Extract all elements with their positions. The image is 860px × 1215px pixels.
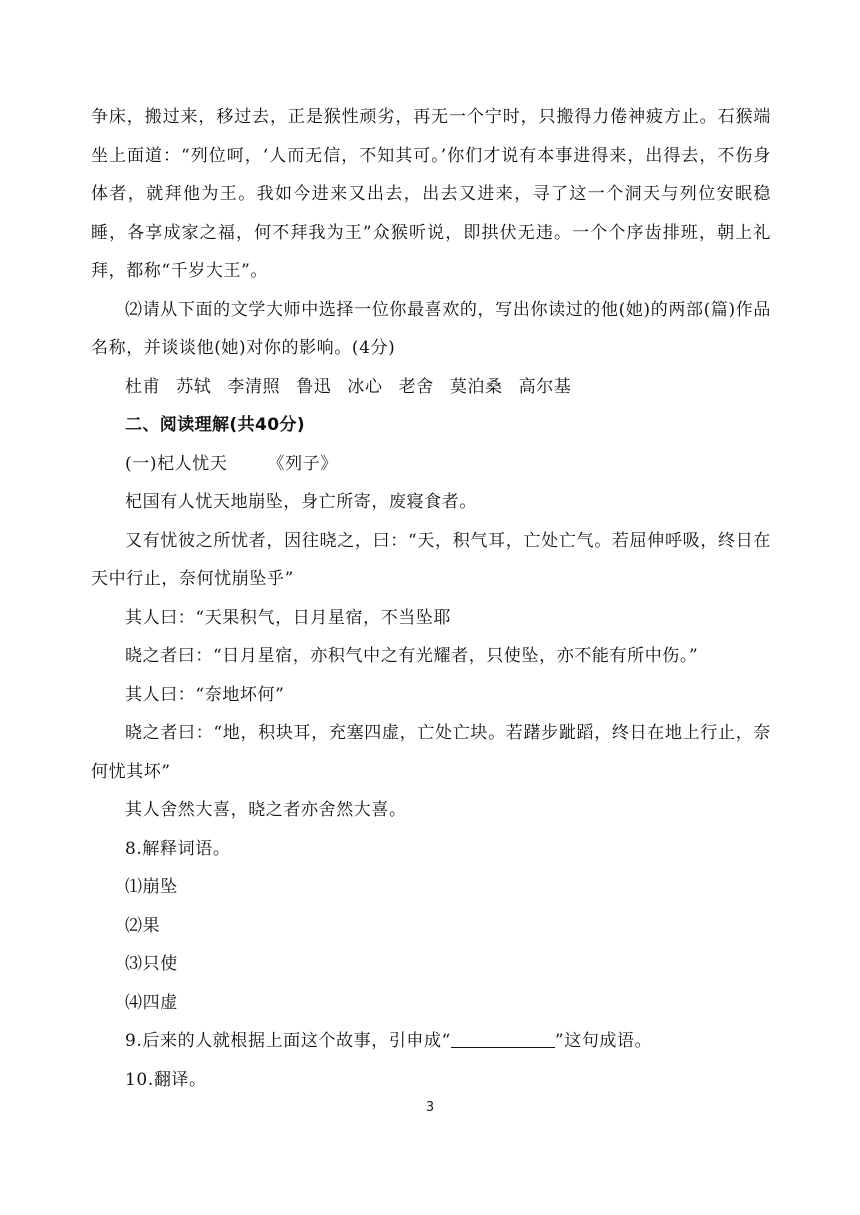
question-9-text-end: ”这句成语。 bbox=[554, 1031, 653, 1051]
page-number: 3 bbox=[425, 1100, 435, 1115]
passage-sentence: 晓之者曰：“地，积块耳，充塞四虚，亡处亡块。若躇步跐蹈，终日在地上行止，奈何忧其坏” bbox=[91, 723, 771, 782]
section-heading: 二、阅读理解(共40分) bbox=[125, 415, 305, 435]
author-name: 李清照 bbox=[227, 376, 281, 397]
question-9-text: 9.后来的人就根据上面这个故事，引申成“ bbox=[125, 1031, 451, 1051]
answer-blank[interactable] bbox=[451, 1029, 555, 1048]
author-name: 冰心 bbox=[347, 376, 383, 397]
question-8: 8.解释词语。 bbox=[125, 838, 231, 859]
passage-sentence: 又有忧彼之所忧者，因往晓之，曰：“天，积气耳，亡处亡气。若屈伸呼吸，终日在天中行止，奈何忧崩坠乎” bbox=[91, 530, 771, 589]
question-8-item: ⑵果 bbox=[125, 915, 161, 936]
passage-sentence: 其人曰：“奈地坏何” bbox=[125, 684, 285, 705]
passage-sentence: 其人舍然大喜，晓之者亦舍然大喜。 bbox=[125, 800, 407, 820]
question-8-item: ⑷四虚 bbox=[125, 992, 178, 1013]
passage-sentence: 杞国有人忧天地崩坠，身亡所寄，废寝食者。 bbox=[125, 492, 477, 512]
question-2: ⑵请从下面的文学大师中选择一位你最喜欢的，写出你读过的他(她)的两部(篇)作品名称，并谈谈他(她)对你的影响。(4分) bbox=[91, 299, 771, 358]
author-list bbox=[91, 368, 771, 407]
passage-title-line bbox=[91, 445, 771, 484]
author-name: 苏轼 bbox=[176, 376, 212, 397]
author-name: 莫泊桑 bbox=[449, 376, 503, 397]
question-10: 10.翻译。 bbox=[125, 1069, 207, 1090]
question-8-item: ⑴崩坠 bbox=[125, 877, 178, 897]
passage-source: 《列子》 bbox=[267, 453, 338, 474]
author-name: 杜甫 bbox=[125, 376, 161, 397]
page-content bbox=[91, 98, 771, 1099]
author-name: 鲁迅 bbox=[296, 376, 332, 397]
passage-paragraph: 争床，搬过来，移过去，正是猴性顽劣，再无一个宁时，只搬得力倦神疲方止。石猴端坐上面道：“列位呵，‘人而无信，不知其可。’你们才说有本事进得来，出得去，不伤身体者，就拜他为王。我如今进来又出去，出去又进来，寻了这一个洞天与列位安眠稳睡，各享成家之福，何不拜我为王”众猴听说，即拱伏无违。一个个序齿排班，朝上礼拜，都称“千岁大王”。 bbox=[91, 107, 771, 281]
author-name: 高尔基 bbox=[518, 376, 572, 397]
author-name: 老舍 bbox=[398, 376, 434, 397]
question-9 bbox=[91, 1022, 771, 1061]
passage-sentence: 晓之者曰：“日月星宿，亦积气中之有光耀者，只使坠，亦不能有所中伤。” bbox=[125, 646, 699, 666]
passage-sentence: 其人曰：“天果积气，日月星宿，不当坠耶 bbox=[125, 607, 452, 628]
question-8-item: ⑶只使 bbox=[125, 954, 178, 974]
passage-title: (一)杞人忧天 bbox=[125, 453, 228, 474]
